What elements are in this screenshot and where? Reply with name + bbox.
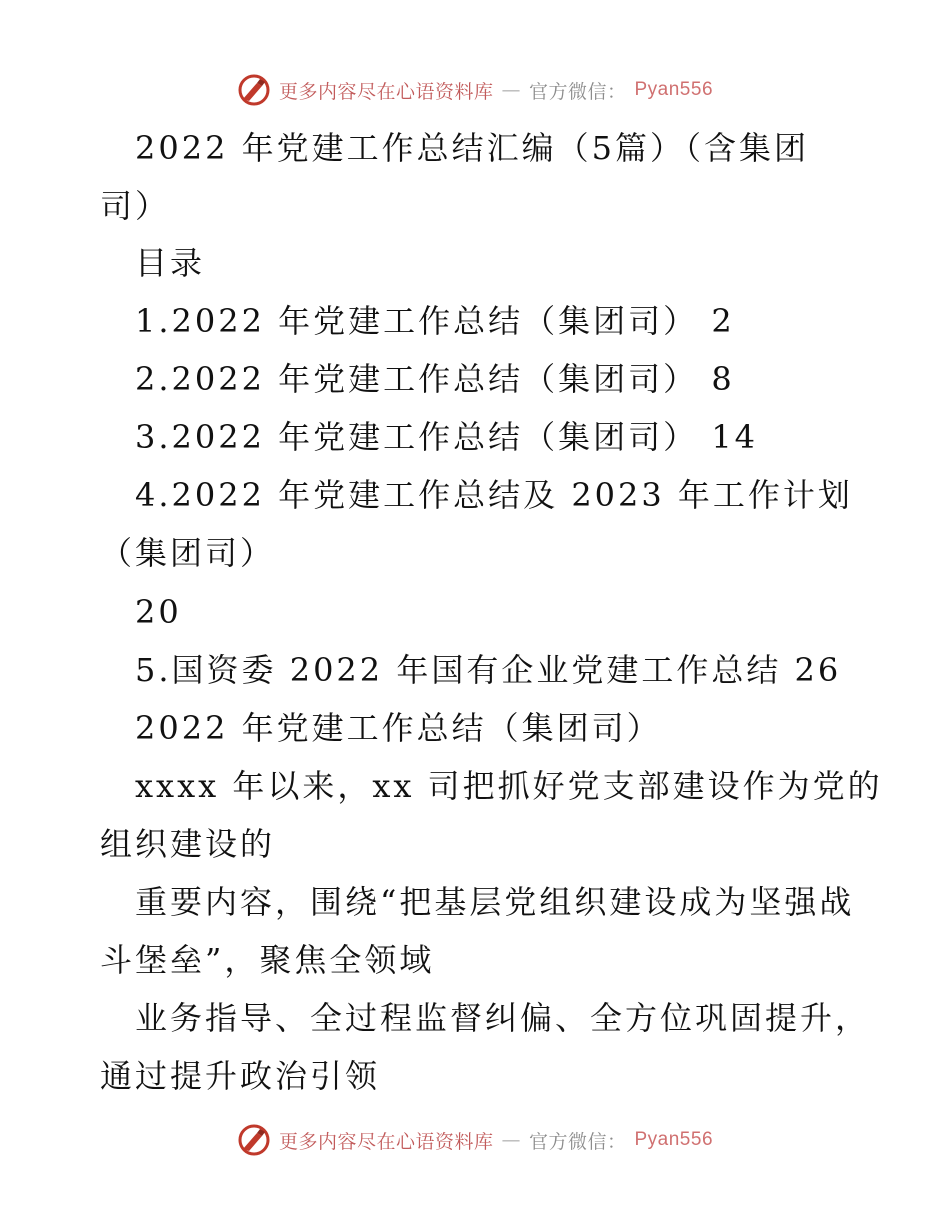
watermark-separator: — <box>501 1129 521 1151</box>
paragraph-line: 重要内容，围绕“把基层党组织建设成为坚强战 <box>135 883 855 921</box>
footer-watermark <box>0 1120 950 1160</box>
toc-item-4: 4.2022 年党建工作总结及 2023 年工作计划 <box>135 476 853 514</box>
paragraph-line: 业务指导、全过程监督纠偏、全方位巩固提升， <box>135 999 871 1037</box>
watermark-wechat-id: Pyan556 <box>634 79 714 100</box>
watermark-wechat-id: Pyan556 <box>634 1129 714 1150</box>
watermark-wechat-label: 官方微信： <box>528 80 627 103</box>
toc-item-3: 3.2022 年党建工作总结（集团司） 14 <box>135 418 759 456</box>
section-heading: 2022 年党建工作总结（集团司） <box>135 709 662 747</box>
paragraph-line: 斗堡垒”，聚焦全领域 <box>100 941 435 979</box>
paragraph-line: xxxx 年以来，xx 司把抓好党支部建设作为党的 <box>135 767 883 805</box>
toc-item-4-page: 20 <box>135 593 182 631</box>
toc-item-4-continued: （集团司） <box>100 534 276 572</box>
watermark-separator: — <box>501 79 521 101</box>
toc-heading: 目录 <box>135 244 206 282</box>
watermark-main-text: 更多内容尽在心语资料库 <box>278 1130 494 1153</box>
doc-title-line-2: 司） <box>100 187 171 225</box>
pen-logo-icon <box>237 1123 271 1157</box>
header-watermark <box>0 70 950 110</box>
paragraph-line: 组织建设的 <box>100 825 276 863</box>
toc-item-1: 1.2022 年党建工作总结（集团司） 2 <box>135 302 735 340</box>
doc-title-line-1: 2022 年党建工作总结汇编（5篇）（含集团 <box>135 129 809 167</box>
toc-item-5: 5.国资委 2022 年国有企业党建工作总结 26 <box>135 651 842 689</box>
pen-logo-icon <box>237 73 271 107</box>
paragraph-line: 通过提升政治引领 <box>100 1057 381 1095</box>
toc-item-2: 2.2022 年党建工作总结（集团司） 8 <box>135 360 735 398</box>
watermark-wechat-label: 官方微信： <box>528 1130 627 1153</box>
watermark-main-text: 更多内容尽在心语资料库 <box>278 80 494 103</box>
